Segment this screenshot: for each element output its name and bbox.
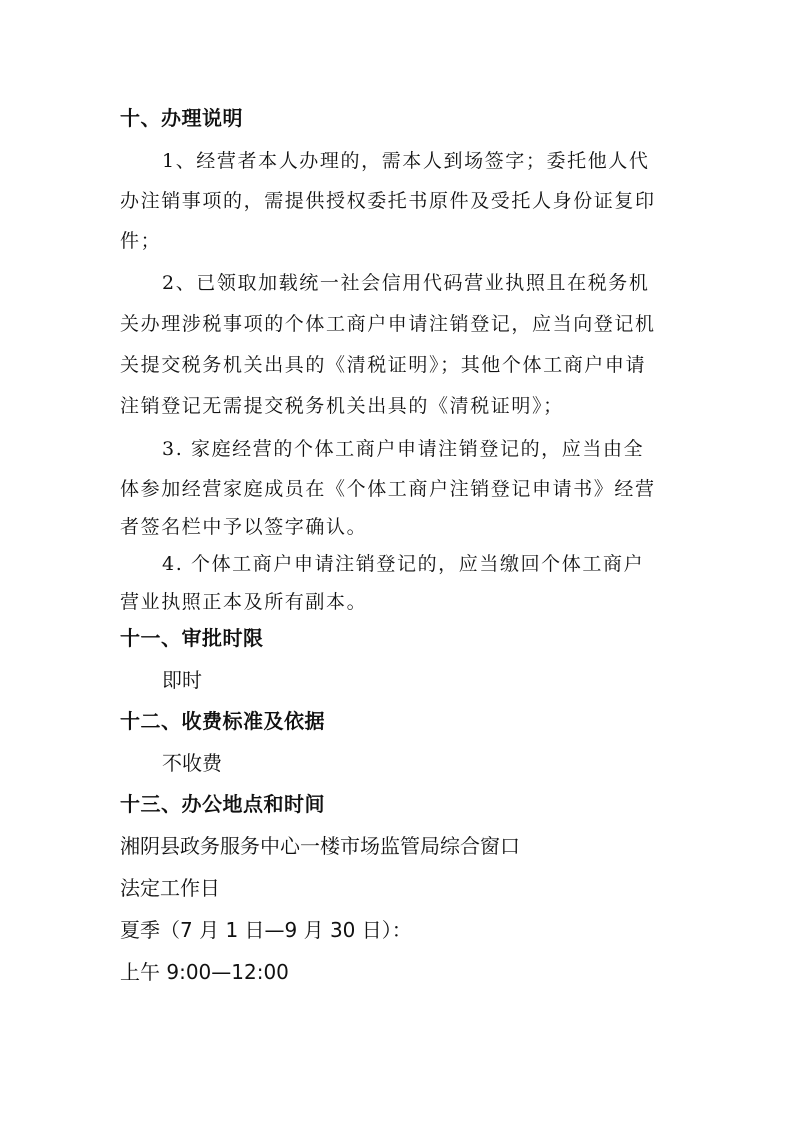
item-2-line-4: 注销登记无需提交税务机关出具的《清税证明》； bbox=[120, 395, 564, 417]
morning-hours: 上午 9:00—12:00 bbox=[120, 960, 289, 984]
working-days: 法定工作日 bbox=[120, 876, 220, 900]
item-1-line-3: 件； bbox=[120, 230, 162, 252]
item-4-line-2: 营业执照正本及所有副本。 bbox=[120, 591, 368, 613]
item-3-line-2: 体参加经营家庭成员在《个体工商户注销登记申请书》经营 bbox=[120, 478, 656, 500]
item-3-line-3: 者签名栏中予以签字确认。 bbox=[120, 516, 368, 538]
item-2-line-2: 关办理涉税事项的个体工商户申请注销登记，应当向登记机 bbox=[120, 313, 656, 335]
item-4-line-1: 4. 个体工商户申请注销登记的，应当缴回个体工商户 bbox=[162, 553, 645, 575]
fee-value: 不收费 bbox=[162, 751, 222, 775]
section-11-heading: 十一、审批时限 bbox=[120, 626, 264, 650]
section-10-heading: 十、办理说明 bbox=[120, 106, 243, 130]
item-1-line-2: 办注销事项的，需提供授权委托书原件及受托人身份证复印 bbox=[120, 190, 656, 212]
item-1-line-1: 1、经营者本人办理的，需本人到场签字；委托他人代 bbox=[162, 150, 650, 172]
summer-season: 夏季（7 月 1 日—9 月 30 日）： bbox=[120, 918, 412, 942]
office-location: 湘阴县政务服务中心一楼市场监管局综合窗口 bbox=[120, 834, 520, 858]
section-12-heading: 十二、收费标准及依据 bbox=[120, 709, 325, 733]
item-2-line-3: 关提交税务机关出具的《清税证明》；其他个体工商户申请 bbox=[120, 354, 647, 376]
section-13-heading: 十三、办公地点和时间 bbox=[120, 792, 325, 816]
approval-time-value: 即时 bbox=[162, 668, 202, 692]
item-3-line-1: 3. 家庭经营的个体工商户申请注销登记的，应当由全 bbox=[162, 438, 645, 460]
item-2-line-1: 2、已领取加载统一社会信用代码营业执照且在税务机 bbox=[162, 272, 650, 294]
